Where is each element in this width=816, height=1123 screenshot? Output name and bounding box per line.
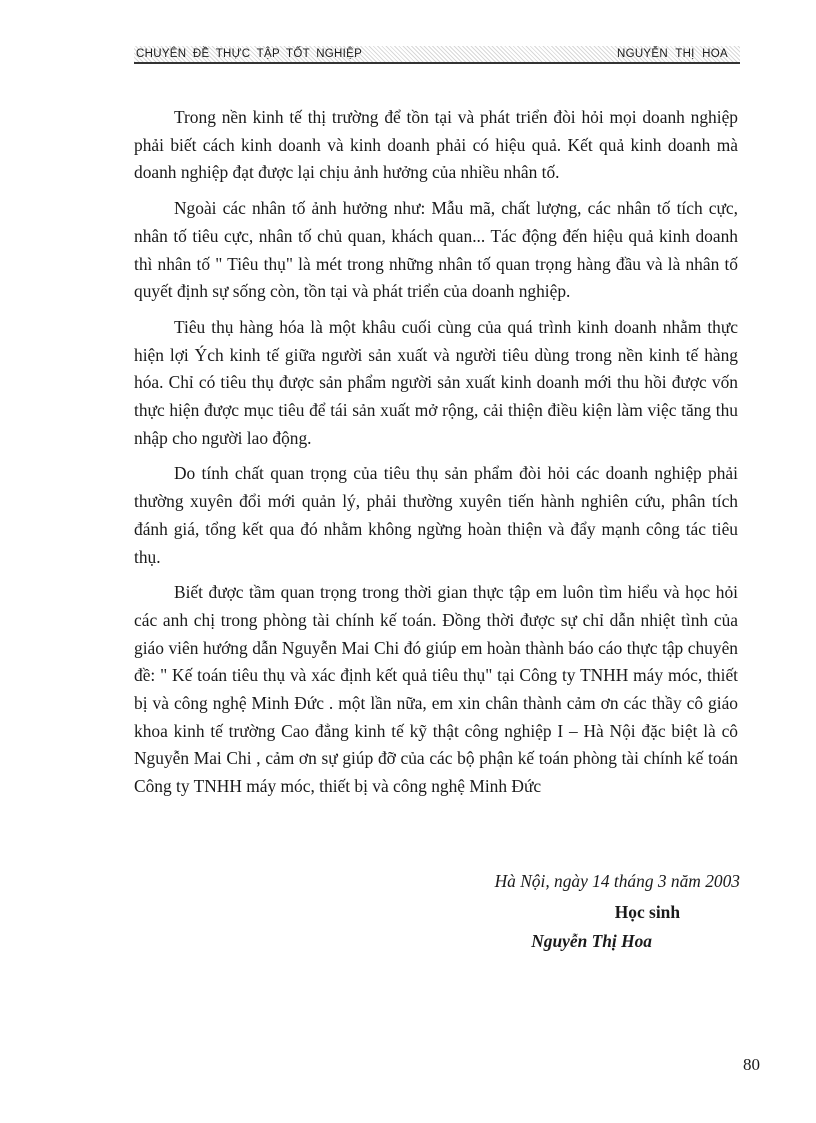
page-header (134, 46, 740, 64)
header-title: CHUYÊN ĐỀ THỰC TẬP TỐT NGHIỆP (136, 48, 363, 60)
paragraph-3: Tiêu thụ hàng hóa là một khâu cuối cùng của quá trình kinh doanh nhằm thực hiện lợi Ých kinh tế giữa người sản xuất và người tiêu dùng trong nền kinh tế hàng hóa. Chỉ có tiêu thụ được sản phẩm người sản xuất kinh doanh mới thu hồi được vốn thực hiện được mục tiêu để tái sản xuất mở rộng, cải thiện điều kiện làm việc tăng thu nhập cho người lao động. (134, 316, 738, 448)
paragraph-2: Ngoài các nhân tố ảnh hưởng như: Mẫu mã, chất lượng, các nhân tố tích cực, nhân tố tiêu cực, nhân tố chủ quan, khách quan... Tác động đến hiệu quả kinh doanh thì nhân tố " Tiêu thụ" là mét trong những nhân tố quan trọng hàng đầu và là nhân tố quyết định sự sống còn, tồn tại và phát triển của doanh nghiệp. (134, 198, 738, 302)
document-body (134, 104, 738, 809)
page-number: 80 (743, 1055, 760, 1074)
signature-name: Nguyễn Thị Hoa (531, 931, 652, 951)
signature-date: Hà Nội, ngày 14 tháng 3 năm 2003 (494, 871, 740, 891)
paragraph-1: Trong nền kinh tế thị trường để tồn tại và phát triển đòi hỏi mọi doanh nghiệp phải biết cách kinh doanh và kinh doanh phải có hiệu quả. Kết quả kinh doanh mà doanh nghiệp đạt được lại chịu ảnh hưởng của nhiều nhân tố. (134, 107, 738, 183)
signature-role: Học sinh (614, 902, 680, 922)
paragraph-5: Biết được tầm quan trọng trong thời gian thực tập em luôn tìm hiểu và học hỏi các anh chị trong phòng tài chính kế toán. Đồng thời được sự chỉ dẫn nhiệt tình của giáo viên hướng dẫn Nguyễn Mai Chi đó giúp em hoàn thành báo cáo thực tập chuyên đề: " Kế toán tiêu thụ và xác định kết quả tiêu thụ" tại Công ty TNHH máy móc, thiết bị và công nghệ Minh Đức . một lần nữa, em xin chân thành cảm ơn các thầy cô giáo khoa kinh tế trường Cao đẳng kinh tế kỹ thật công nghiệp I – Hà Nội đặc biệt là cô Nguyễn Mai Chi , cảm ơn sự giúp đỡ của các bộ phận kế toán phòng tài chính kế toán Công ty TNHH máy móc, thiết bị và công nghệ Minh Đức (134, 582, 738, 797)
paragraph-4: Do tính chất quan trọng của tiêu thụ sản phẩm đòi hỏi các doanh nghiệp phải thường xuyên đổi mới quản lý, phải thường xuyên tiến hành nghiên cứu, phân tích đánh giá, tổng kết qua đó nhằm không ngừng hoàn thiện và đẩy mạnh công tác tiêu thụ. (134, 463, 738, 567)
header-author: NGUYỄN THỊ HOA (616, 48, 728, 60)
